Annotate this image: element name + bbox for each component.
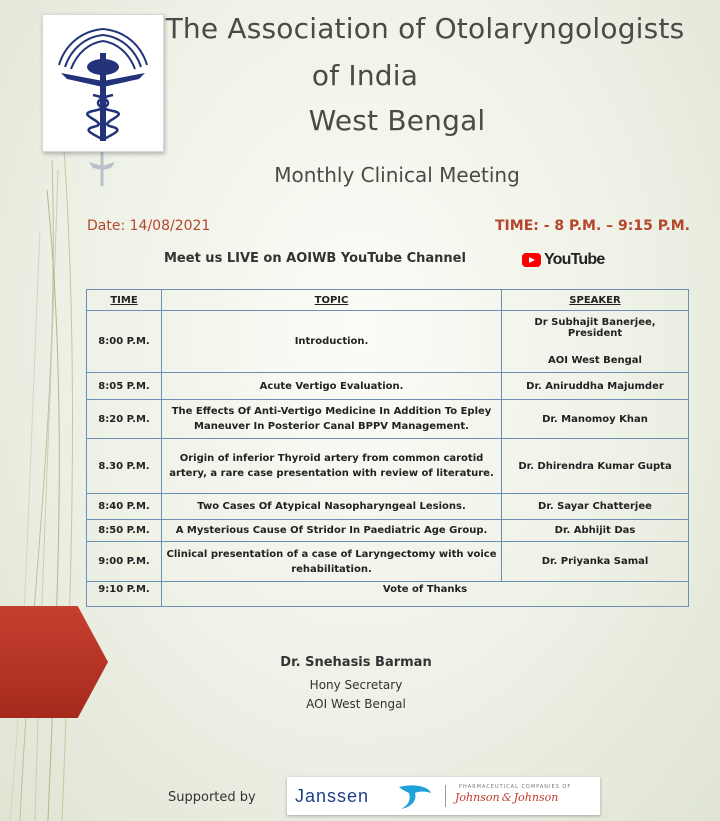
row-speaker: Dr. Sayar Chatterjee	[502, 494, 689, 520]
sponsor-divider	[445, 785, 446, 807]
header-time: TIME	[87, 290, 162, 311]
youtube-logo[interactable]	[522, 251, 604, 269]
table-row	[87, 439, 689, 494]
table-row	[87, 582, 689, 607]
row-speaker: Dr. Manomoy Khan	[502, 400, 689, 439]
youtube-play-icon	[522, 253, 541, 267]
speaker-name: Dr Subhajit Banerjee, President	[534, 317, 656, 339]
janssen-swoosh-icon	[395, 781, 435, 811]
row-speaker: Dr. Dhirendra Kumar Gupta	[502, 439, 689, 494]
table-row	[87, 542, 689, 582]
row-speaker	[502, 311, 689, 373]
row-topic: Introduction.	[162, 311, 502, 373]
title-line-1: The Association of Otolaryngologists	[165, 12, 685, 45]
meeting-subtitle: Monthly Clinical Meeting	[274, 163, 520, 187]
row-speaker: Dr. Abhijit Das	[502, 520, 689, 542]
row-time: 9:00 P.M.	[87, 542, 162, 582]
supported-by-label: Supported by	[168, 790, 256, 805]
signatory-org: AOI West Bengal	[306, 697, 406, 711]
row-topic: Clinical presentation of a case of Laryngectomy with voice rehabilitation.	[162, 542, 502, 582]
row-time: 8:20 P.M.	[87, 400, 162, 439]
header-topic: TOPIC	[162, 290, 502, 311]
row-time: 8.30 P.M.	[87, 439, 162, 494]
row-speaker: Dr. Aniruddha Majumder	[502, 373, 689, 400]
header-speaker: SPEAKER	[502, 290, 689, 311]
row-time: 8:00 P.M.	[87, 311, 162, 373]
row-time: 8:50 P.M.	[87, 520, 162, 542]
row-topic: Two Cases Of Atypical Nasopharyngeal Lesions.	[162, 494, 502, 520]
table-row	[87, 494, 689, 520]
table-header-row	[87, 290, 689, 311]
row-time: 8:40 P.M.	[87, 494, 162, 520]
signatory-role: Hony Secretary	[309, 678, 403, 692]
row-topic: Vote of Thanks	[162, 582, 689, 607]
title-line-3: West Bengal	[308, 104, 486, 137]
table-row	[87, 520, 689, 542]
table-row	[87, 311, 689, 373]
signatory-name: Dr. Snehasis Barman	[280, 655, 432, 670]
meeting-date: Date: 14/08/2021	[87, 218, 211, 234]
jnj-wordmark: Johnson & Johnson	[455, 791, 559, 804]
row-speaker: Dr. Priyanka Samal	[502, 542, 689, 582]
row-topic: Acute Vertigo Evaluation.	[162, 373, 502, 400]
row-topic: A Mysterious Cause Of Stridor In Paediatric Age Group.	[162, 520, 502, 542]
table-row	[87, 373, 689, 400]
janssen-wordmark: Janssen	[295, 786, 370, 806]
jnj-tagline: PHARMACEUTICAL COMPANIES OF	[459, 784, 572, 790]
meeting-time: TIME: - 8 P.M. – 9:15 P.M.	[495, 218, 690, 234]
row-time: 8:05 P.M.	[87, 373, 162, 400]
row-topic: The Effects Of Anti-Vertigo Medicine In Addition To Epley Maneuver In Posterior Canal BPPV Management.	[162, 400, 502, 439]
row-topic: Origin of inferior Thyroid artery from common carotid artery, a rare case presentation with review of literature.	[162, 439, 502, 494]
logo-reflection	[85, 152, 119, 186]
schedule-table	[86, 289, 689, 607]
title-line-2: of India	[311, 59, 419, 92]
live-announcement: Meet us LIVE on AOIWB YouTube Channel	[164, 251, 466, 266]
speaker-affiliation: AOI West Bengal	[548, 355, 642, 366]
row-time: 9:10 P.M.	[87, 582, 162, 607]
sponsor-logos	[287, 777, 600, 815]
table-row	[87, 400, 689, 439]
youtube-wordmark: YouTube	[544, 251, 605, 268]
